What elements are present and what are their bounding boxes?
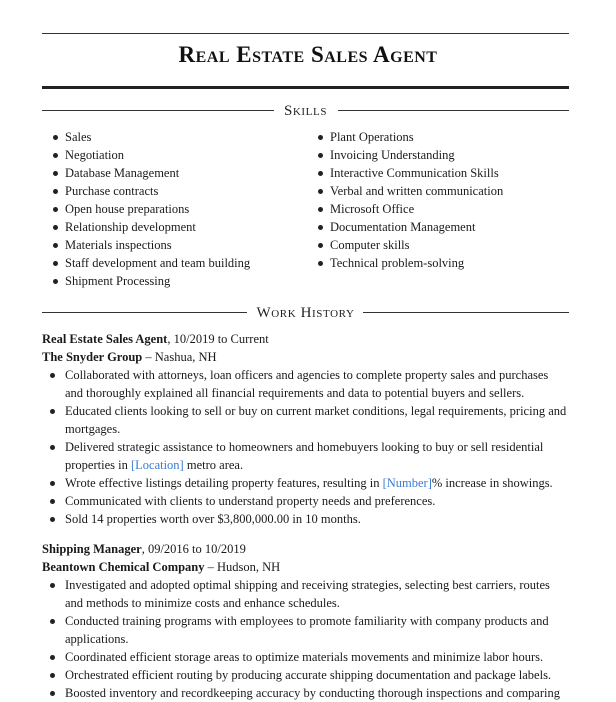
job-dates: , 10/2019 to Current	[167, 332, 269, 346]
job-heading-line	[42, 330, 569, 348]
job-entry	[42, 330, 569, 528]
job-company: The Snyder Group	[42, 350, 143, 364]
list-item: Educated clients looking to sell or buy on current market conditions, legal requirements, pricing and mortgages.	[42, 402, 569, 438]
job-company-line	[42, 558, 569, 576]
list-item: Materials inspections	[49, 236, 250, 254]
bullet-text: Delivered strategic assistance to homeowners and homebuyers looking to buy or sell residential properties in	[65, 440, 544, 472]
skills-list-right	[314, 128, 503, 272]
job-company: Beantown Chemical Company	[42, 560, 205, 574]
list-item: Documentation Management	[314, 218, 503, 236]
list-item: Investigated and adopted optimal shipping and receiving strategies, selecting best carriers, routes and methods to minimize costs and enhance schedules.	[42, 576, 569, 612]
list-item: Microsoft Office	[314, 200, 503, 218]
list-item: Communicated with clients to understand property needs and preferences.	[42, 492, 569, 510]
bullet-text: metro area.	[183, 458, 244, 472]
list-item: Interactive Communication Skills	[314, 164, 503, 182]
list-item: Relationship development	[49, 218, 250, 236]
list-item: Database Management	[49, 164, 250, 182]
list-item: Sales	[49, 128, 250, 146]
job-bullets	[42, 366, 569, 528]
list-item: Purchase contracts	[49, 182, 250, 200]
skills-heading-label: Skills	[283, 103, 328, 119]
list-item: Computer skills	[314, 236, 503, 254]
list-item: Invoicing Understanding	[314, 146, 503, 164]
top-divider	[42, 33, 569, 34]
placeholder-token: [Number]	[382, 476, 432, 490]
job-title: Real Estate Sales Agent	[42, 332, 168, 346]
job-location: – Nashua, NH	[142, 350, 217, 364]
list-item	[42, 438, 569, 474]
list-item: Verbal and written communication	[314, 182, 503, 200]
bullet-text: % increase in showings.	[431, 476, 553, 490]
job-title: Shipping Manager	[42, 542, 142, 556]
work-history-heading-label: Work History	[256, 305, 355, 321]
job-dates: , 09/2016 to 10/2019	[141, 542, 246, 556]
list-item: Coordinated efficient storage areas to optimize materials movements and minimize labor hours.	[42, 648, 569, 666]
list-item	[42, 474, 569, 492]
placeholder-token: [Location]	[130, 458, 184, 472]
list-item: Technical problem-solving	[314, 254, 503, 272]
job-entry	[42, 540, 569, 702]
bullet-text: Wrote effective listings detailing property features, resulting in	[65, 476, 383, 490]
heading-rule-right	[363, 312, 569, 313]
job-company-line	[42, 348, 569, 366]
job-location: – Hudson, NH	[204, 560, 281, 574]
list-item: Shipment Processing	[49, 272, 250, 290]
list-item: Collaborated with attorneys, loan officers and agencies to complete property sales and purchases and thoroughly explained all financial requirements and data to potential buyers and sellers.	[42, 366, 569, 402]
list-item: Staff development and team building	[49, 254, 250, 272]
list-item: Negotiation	[49, 146, 250, 164]
list-item: Boosted inventory and recordkeeping accuracy by conducting thorough inspections and comparing	[42, 684, 569, 702]
list-item: Open house preparations	[49, 200, 250, 218]
heading-rule-right	[338, 110, 569, 111]
skills-section-heading	[42, 102, 569, 120]
list-item: Orchestrated efficient routing by producing accurate shipping documentation and package labels.	[42, 666, 569, 684]
skills-list-left	[49, 128, 250, 290]
list-item: Plant Operations	[314, 128, 503, 146]
list-item: Sold 14 properties worth over $3,800,000.00 in 10 months.	[42, 510, 569, 528]
resume-title: Real Estate Sales Agent	[178, 42, 438, 67]
work-history-section-heading	[42, 304, 569, 322]
job-heading-line	[42, 540, 569, 558]
list-item: Conducted training programs with employees to promote familiarity with company products and applications.	[42, 612, 569, 648]
title-divider	[42, 86, 569, 89]
job-bullets	[42, 576, 569, 702]
